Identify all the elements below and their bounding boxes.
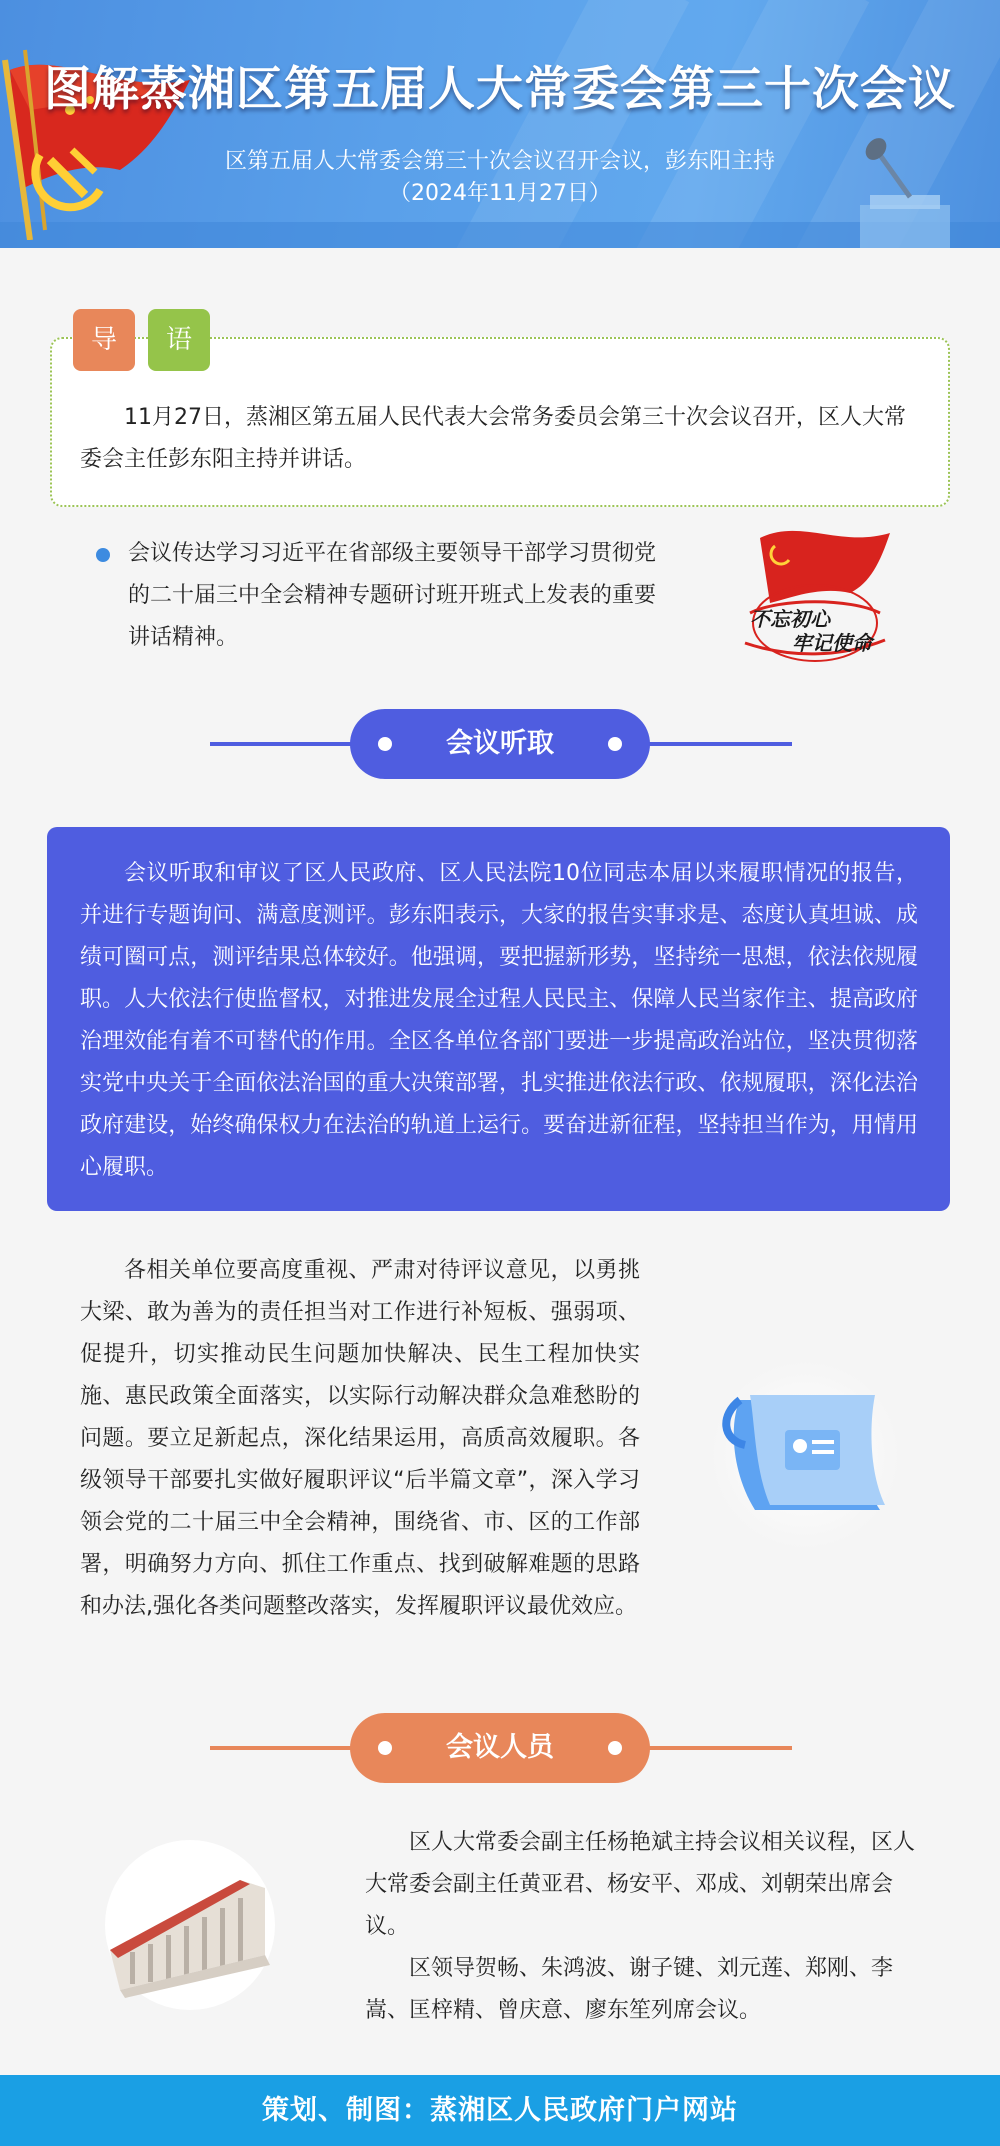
section2-paragraph-2: 区领导贺畅、朱鸿波、谢子键、刘元莲、郑刚、李嵩、匡梓精、曾庆意、廖东笙列席会议。 — [365, 1956, 894, 2023]
section1-line-left — [210, 742, 360, 746]
great-hall-building-icon — [90, 1840, 290, 2010]
section2-title: 会议人员 — [446, 1732, 554, 1763]
header-banner — [0, 0, 1000, 248]
section1-title: 会议听取 — [446, 728, 554, 759]
section2-line-right — [640, 1746, 792, 1750]
section2-paragraph-1: 区人大常委会副主任杨艳斌主持会议相关议程，区人大常委会副主任黄亚君、杨安平、邓成、刘朝荣出席会议。 — [365, 1830, 916, 1939]
document-scroll-icon — [700, 1360, 910, 1550]
footer-credit: 策划、制图：蒸湘区人民政府门户网站 — [0, 2075, 1000, 2146]
bullet-dot-icon — [96, 548, 110, 562]
intro-tag-2: 语 — [148, 309, 210, 371]
section2-text — [365, 1822, 920, 2032]
section1-main-box — [47, 827, 950, 1211]
stamp-slogan-1: 不忘初心 — [750, 607, 830, 631]
page-title: 图解蒸湘区第五届人大常委会第三十次会议 — [44, 62, 956, 117]
party-emblem-slogan-icon — [720, 518, 900, 668]
section1-second-text: 各相关单位要高度重视、严肃对待评议意见，以勇挑大梁、敢为善为的责任担当对工作进行补短板、强弱项、促提升，切实推动民生问题加快解决、民生工程加快实施、惠民政策全面落实，以实际行动解决群众急难愁盼的问题。要立足新起点，深化结果运用，高质高效履职。各级领导干部要扎实做好履职评议“后半篇文章”，深入学习领会党的二十届三中全会精神，围绕省、市、区的工作部署，明确努力方向、抓住工作重点、找到破解难题的思路和办法,强化各类问题整改落实，发挥履职评议最优效应。 — [80, 1258, 640, 1619]
intro-tag-1: 导 — [73, 309, 135, 371]
section2-line-left — [210, 1746, 360, 1750]
bullet-text: 会议传达学习习近平在省部级主要领导干部学习贯彻党的二十届三中全会精神专题研讨班开班式上发表的重要讲话精神。 — [128, 541, 657, 650]
section1-main-text: 会议听取和审议了区人民政府、区人民法院10位同志本届以来履职情况的报告，并进行专题询问、满意度测评。彭东阳表示，大家的报告实事求是、态度认真坦诚、成绩可圈可点，测评结果总体较好。他强调，要把握新形势，坚持统一思想，依法依规履职。人大依法行使监督权，对推进发展全过程人民民主、保障人民当家作主、提高政府治理效能有着不可替代的作用。全区各单位各部门要进一步提高政治站位，坚决贯彻落实党中央关于全面依法治国的重大决策部署，扎实推进依法行政、依规履职，深化法治政府建设，始终确保权力在法治的轨道上运行。要奋进新征程，坚持担当作为，用情用心履职。 — [80, 861, 918, 1180]
stamp-slogan-2: 牢记使命 — [792, 631, 872, 655]
intro-text: 11月27日，蒸湘区第五届人民代表大会常务委员会第三十次会议召开，区人大常委会主任彭东阳主持并讲话。 — [80, 405, 906, 472]
section1-line-right — [640, 742, 792, 746]
section1-header — [350, 709, 650, 779]
page-subtitle: 区第五届人大常委会第三十次会议召开会议，彭东阳主持 — [224, 149, 775, 174]
page-date: （2024年11月27日） — [389, 181, 611, 206]
section2-header — [350, 1713, 650, 1783]
